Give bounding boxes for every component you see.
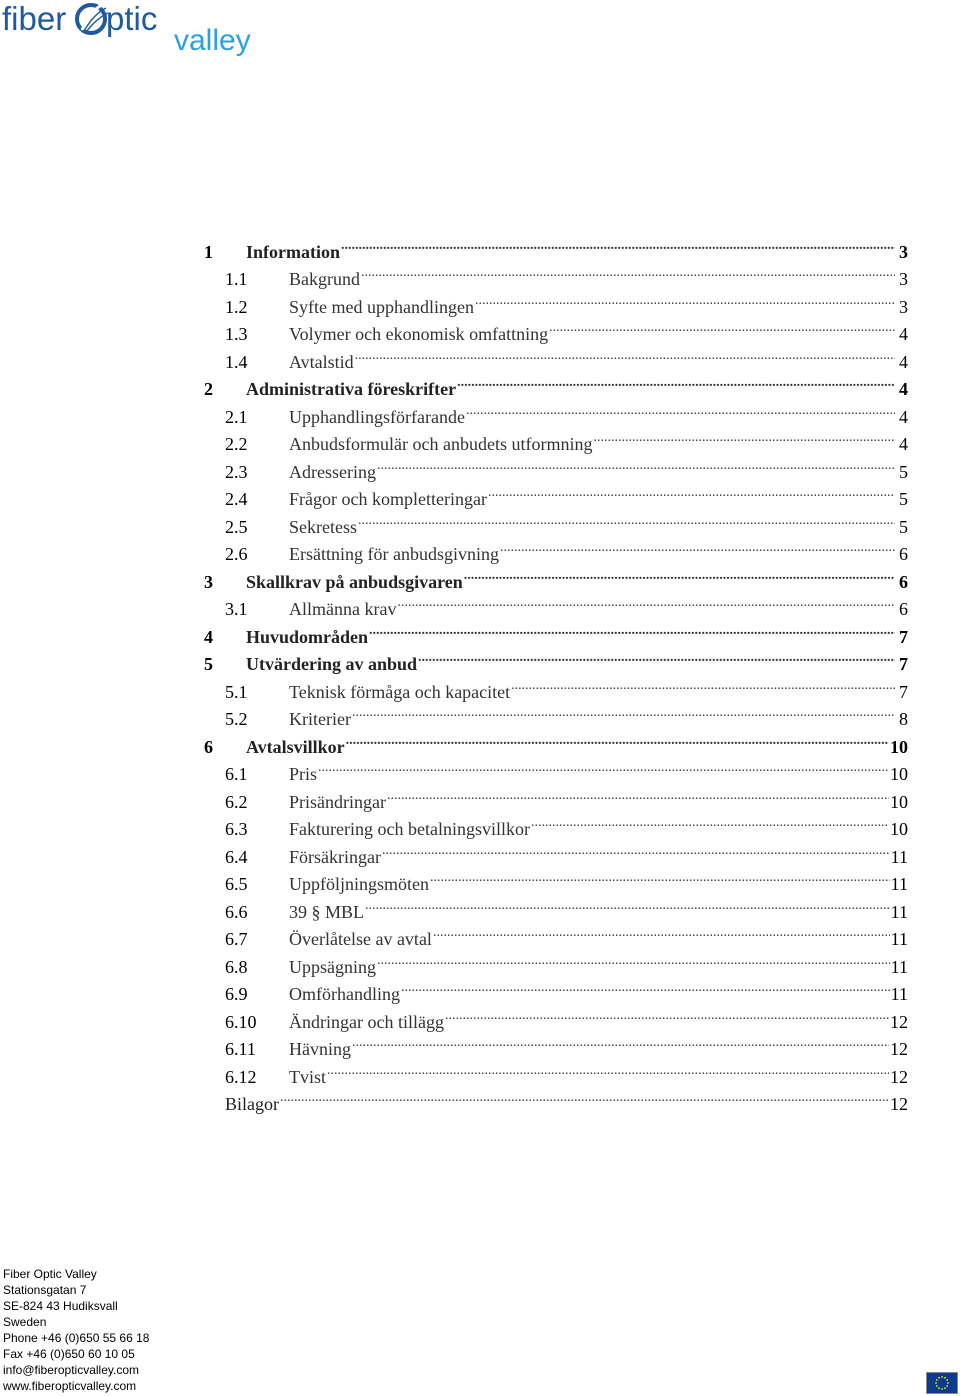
logo-text-fiber: fiber [2,0,67,37]
toc-entry-number: 1.3 [225,324,248,344]
toc-entry-page: 7 [899,626,908,647]
toc-entry-page: 4 [899,324,908,344]
toc-entry-page: 5 [899,489,908,509]
toc-entry-page: 12 [890,1066,908,1087]
toc-entry-page: 6 [899,544,908,564]
toc-entry-number: 1.1 [225,269,248,289]
toc-entry[interactable] [204,1083,908,1114]
toc-entry-page: 3 [899,241,908,262]
toc-entry-page: 3 [899,296,908,317]
footer-address [3,1266,149,1394]
toc-dot-leader [511,670,895,698]
toc-dot-leader [318,753,889,781]
eu-star-icon [935,1382,937,1384]
toc-entry-number: 2.4 [225,489,248,509]
eu-star-icon [936,1385,938,1387]
toc-entry-title: Anbudsformulär och anbudets utformning [289,434,593,454]
toc-entry-page: 8 [899,709,908,729]
toc-entry-number: 6.5 [225,874,248,894]
toc-dot-leader [361,258,895,286]
toc-entry-number: 2.2 [225,434,248,454]
toc-entry[interactable] [204,918,908,949]
toc-dot-leader [430,863,890,891]
toc-entry-number: 2.3 [225,461,248,482]
footer-street: Stationsgatan 7 [3,1283,87,1297]
toc-entry[interactable] [204,285,908,317]
toc-dot-leader [382,835,890,863]
toc-entry[interactable] [204,478,908,509]
toc-entry-number: 6.3 [225,819,248,839]
toc-entry[interactable] [204,258,908,289]
toc-entry[interactable] [204,835,908,867]
toc-entry-page: 4 [899,351,908,372]
toc-dot-leader [593,423,895,451]
toc-entry-title: Avtalsvillkor [246,736,345,757]
toc-dot-leader [475,285,895,313]
eu-star-icon [941,1376,943,1378]
footer-fax: Fax +46 (0)650 60 10 05 [3,1347,135,1361]
toc-entry[interactable] [204,615,908,647]
logo-text-valley: valley [174,24,251,56]
toc-entry-title: Adressering [289,461,376,482]
toc-entry-title: Ändringar och tillägg [289,1011,444,1032]
toc-dot-leader [377,945,890,973]
toc-entry-title: Ersättning för anbudsgivning [289,544,499,564]
toc-entry-title: 39 § MBL [289,901,365,922]
toc-entry[interactable] [204,395,908,427]
eu-star-icon [946,1385,948,1387]
toc-entry-title: Volymer och ekonomisk omfattning [289,324,549,344]
footer-org: Fiber Optic Valley [3,1267,97,1281]
toc-entry-page: 10 [890,764,908,784]
toc-entry-number: 6.4 [225,846,248,867]
toc-dot-leader [466,395,895,423]
toc-entry[interactable] [204,643,908,674]
toc-dot-leader [365,890,890,918]
toc-dot-leader [433,918,890,946]
toc-dot-leader [464,560,895,588]
footer-email[interactable]: info@fiberopticvalley.com [3,1363,140,1377]
eu-flag-icon [926,1372,958,1394]
toc-entry-number: 1.4 [225,351,248,372]
toc-entry-title: Försäkringar [289,846,381,867]
eu-star-icon [938,1377,940,1379]
fiber-optic-valley-logo [2,0,262,56]
toc-entry-page: 10 [890,819,908,839]
toc-dot-leader [341,230,895,258]
toc-entry-number: 6.10 [225,1011,257,1032]
toc-entry-page: 11 [890,929,908,949]
toc-entry-number: 5.1 [225,681,248,702]
toc-entry-title: Prisändringar [289,791,386,812]
toc-dot-leader [280,1083,889,1111]
toc-entry-title: Utvärdering av anbud [246,654,418,674]
toc-entry[interactable] [204,230,908,262]
toc-dot-leader [397,588,895,616]
toc-entry-title: Huvudområden [246,626,369,647]
toc-entry-page: 11 [890,901,908,922]
logo-text-ptic: ptic [106,0,158,37]
toc-entry-title: Frågor och kompletteringar [289,489,487,509]
toc-entry-number: 3.1 [225,599,248,619]
toc-entry-title: Uppföljningsmöten [289,874,429,894]
logo-fiber-o-icon [77,4,108,33]
toc-dot-leader [346,725,889,753]
toc-entry-number: 6.6 [225,901,248,922]
eu-star-icon [938,1387,940,1389]
toc-entry-title: Skallkrav på anbudsgivaren [246,571,463,592]
toc-entry-number: 2.1 [225,406,248,427]
toc-entry[interactable] [204,450,908,482]
toc-entry[interactable] [204,588,908,619]
toc-entry[interactable] [204,945,908,977]
toc-entry-page: 12 [890,1011,908,1032]
toc-entry[interactable] [204,313,908,344]
footer-phone: Phone +46 (0)650 55 66 18 [3,1331,150,1345]
toc-entry-title: Pris [289,764,318,784]
toc-entry[interactable] [204,1028,908,1059]
toc-dot-leader [500,533,895,561]
toc-entry-number: 6.7 [225,929,248,949]
toc-entry[interactable] [204,423,908,454]
toc-entry[interactable] [204,670,908,702]
toc-dot-leader [369,615,895,643]
eu-star-icon [944,1377,946,1379]
toc-entry-number: 1 [204,241,213,262]
eu-star-icon [946,1379,948,1381]
toc-dot-leader [352,1028,889,1056]
toc-dot-leader [531,808,889,836]
eu-star-icon [941,1388,943,1390]
footer-web[interactable]: www.fiberopticvalley.com [3,1379,137,1393]
toc-entry-number: 4 [204,626,213,647]
toc-dot-leader [358,505,895,533]
toc-entry-title: Upphandlingsförfarande [289,406,465,427]
toc-entry[interactable] [204,1055,908,1087]
toc-entry-title: Kriterier [289,709,351,729]
toc-entry-page: 7 [899,654,908,674]
toc-entry-title: Hävning [289,1039,351,1059]
footer-postal: SE-824 43 Hudiksvall [3,1299,118,1313]
toc-entry-title: Teknisk förmåga och kapacitet [289,681,511,702]
toc-entry-number: 6.2 [225,791,248,812]
toc-entry-page: 6 [899,599,908,619]
toc-dot-leader [418,643,895,671]
toc-entry-number: 2.5 [225,516,248,537]
toc-entry-page: 11 [890,984,908,1004]
toc-entry[interactable] [204,780,908,812]
toc-entry-page: 10 [890,791,908,812]
toc-dot-leader [327,1055,889,1083]
eu-star-icon [936,1379,938,1381]
toc-entry-page: 11 [890,874,908,894]
toc-entry-title: Tvist [289,1066,327,1087]
toc-entry-number: 6.12 [225,1066,257,1087]
toc-entry-title: Omförhandling [289,984,400,1004]
toc-entry-page: 11 [890,956,908,977]
toc-entry[interactable] [204,368,908,399]
toc-entry[interactable] [204,973,908,1004]
eu-star-icon [944,1387,946,1389]
toc-entry[interactable] [204,560,908,592]
toc-entry[interactable] [204,753,908,784]
toc-entry-number: 6.8 [225,956,248,977]
toc-dot-leader [352,698,895,726]
toc-entry-page: 4 [899,406,908,427]
toc-entry[interactable] [204,533,908,564]
toc-entry-page: 3 [899,269,908,289]
toc-entry[interactable] [204,808,908,839]
toc-dot-leader [445,1000,889,1028]
toc-entry-title: Administrativa föreskrifter [246,379,457,399]
toc-entry-title: Uppsägning [289,956,376,977]
toc-entry-page: 4 [899,434,908,454]
toc-entry[interactable] [204,863,908,894]
toc-entry-page: 6 [899,571,908,592]
toc-entry[interactable] [204,505,908,537]
toc-entry-title: Syfte med upphandlingen [289,296,474,317]
toc-entry-title: Sekretess [289,516,357,537]
toc-entry-page: 12 [890,1039,908,1059]
toc-dot-leader [549,313,895,341]
toc-dot-leader [355,340,895,368]
toc-entry-number: 6 [204,736,213,757]
toc-entry-page: 7 [899,681,908,702]
toc-entry-page: 4 [899,379,908,399]
toc-entry-number: 2 [204,379,213,399]
toc-entry[interactable] [204,725,908,757]
toc-entry-number: 6.1 [225,764,248,784]
toc-entry-number: 3 [204,571,213,592]
toc-dot-leader [457,368,895,396]
toc-entry-title: Avtalstid [289,351,354,372]
toc-entry-number: 6.9 [225,984,248,1004]
toc-dot-leader [401,973,890,1001]
toc-entry-title: Allmänna krav [289,599,397,619]
toc-entry-page: 10 [890,736,908,757]
toc-entry-number: 1.2 [225,296,248,317]
toc-entry-page: 5 [899,516,908,537]
toc-entry-title: Bilagor [225,1094,279,1114]
toc-entry-page: 5 [899,461,908,482]
table-of-contents [204,230,908,1114]
footer-country: Sweden [3,1315,47,1329]
toc-entry[interactable] [204,1000,908,1032]
toc-entry-title: Information [246,241,340,262]
toc-entry-title: Bakgrund [289,269,360,289]
toc-entry-number: 2.6 [225,544,248,564]
toc-entry-page: 12 [890,1094,908,1114]
toc-entry-page: 11 [890,846,908,867]
toc-entry[interactable] [204,698,908,729]
toc-entry[interactable] [204,340,908,372]
toc-entry-number: 5.2 [225,709,248,729]
toc-entry-title: Fakturering och betalningsvillkor [289,819,530,839]
toc-entry-title: Överlåtelse av avtal [289,929,432,949]
toc-dot-leader [377,450,895,478]
toc-entry-number: 6.11 [225,1039,256,1059]
toc-dot-leader [488,478,895,506]
toc-entry-number: 5 [204,654,213,674]
toc-dot-leader [387,780,889,808]
eu-star-icon [947,1382,949,1384]
toc-entry[interactable] [204,890,908,922]
